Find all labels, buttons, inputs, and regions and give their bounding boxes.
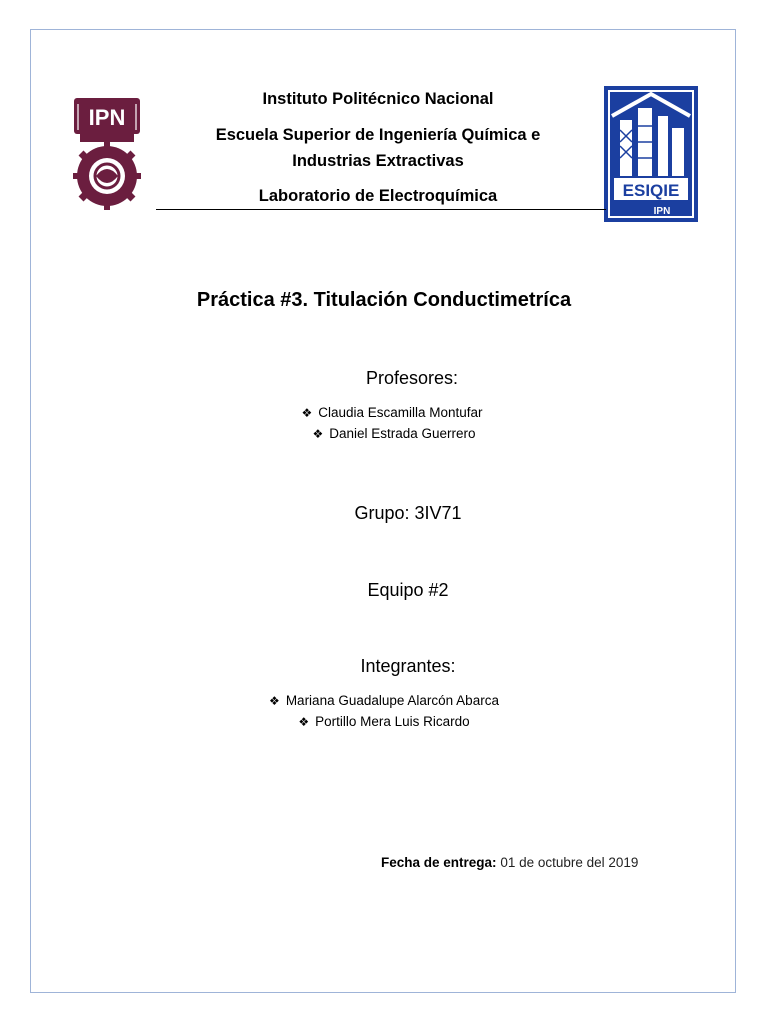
fecha-entrega <box>381 853 638 873</box>
institution-name: Instituto Politécnico Nacional <box>262 90 494 108</box>
document-title: Práctica #3. Titulación Conductimetríca <box>196 289 572 311</box>
bullet-diamond-icon: ❖ <box>301 406 313 420</box>
school-name-line2: Industrias Extractivas <box>292 152 464 170</box>
integrante-item <box>160 712 608 732</box>
bullet-diamond-icon: ❖ <box>298 715 310 729</box>
header-divider <box>156 209 606 210</box>
bullet-diamond-icon: ❖ <box>269 694 280 708</box>
profesor-name: Claudia Escamilla Montufar <box>318 405 483 420</box>
integrantes-label: Integrantes: <box>360 656 456 676</box>
equipo-label: Equipo #2 <box>367 580 449 600</box>
integrante-name: Portillo Mera Luis Ricardo <box>315 714 470 729</box>
profesor-name: Daniel Estrada Guerrero <box>329 426 476 441</box>
lab-name: Laboratorio de Electroquímica <box>258 187 498 205</box>
fecha-value: 01 de octubre del 2019 <box>500 855 639 870</box>
esiqie-logo-text: ESIQIE <box>622 181 680 200</box>
integrante-name: Mariana Guadalupe Alarcón Abarca <box>285 693 499 708</box>
ipn-logo <box>66 92 148 216</box>
ipn-logo-text: IPN <box>88 105 126 130</box>
grupo-label: Grupo: 3IV71 <box>354 503 462 523</box>
bullet-diamond-icon: ❖ <box>312 427 324 441</box>
fecha-label: Fecha de entrega: <box>381 855 497 870</box>
profesores-label: Profesores: <box>365 368 459 388</box>
esiqie-logo <box>604 86 698 222</box>
integrante-item <box>160 691 608 711</box>
esiqie-logo-subtext: IPN <box>653 206 671 217</box>
school-name-line1: Escuela Superior de Ingeniería Química e <box>215 126 541 144</box>
profesor-item <box>168 403 616 423</box>
profesor-item <box>170 424 618 444</box>
